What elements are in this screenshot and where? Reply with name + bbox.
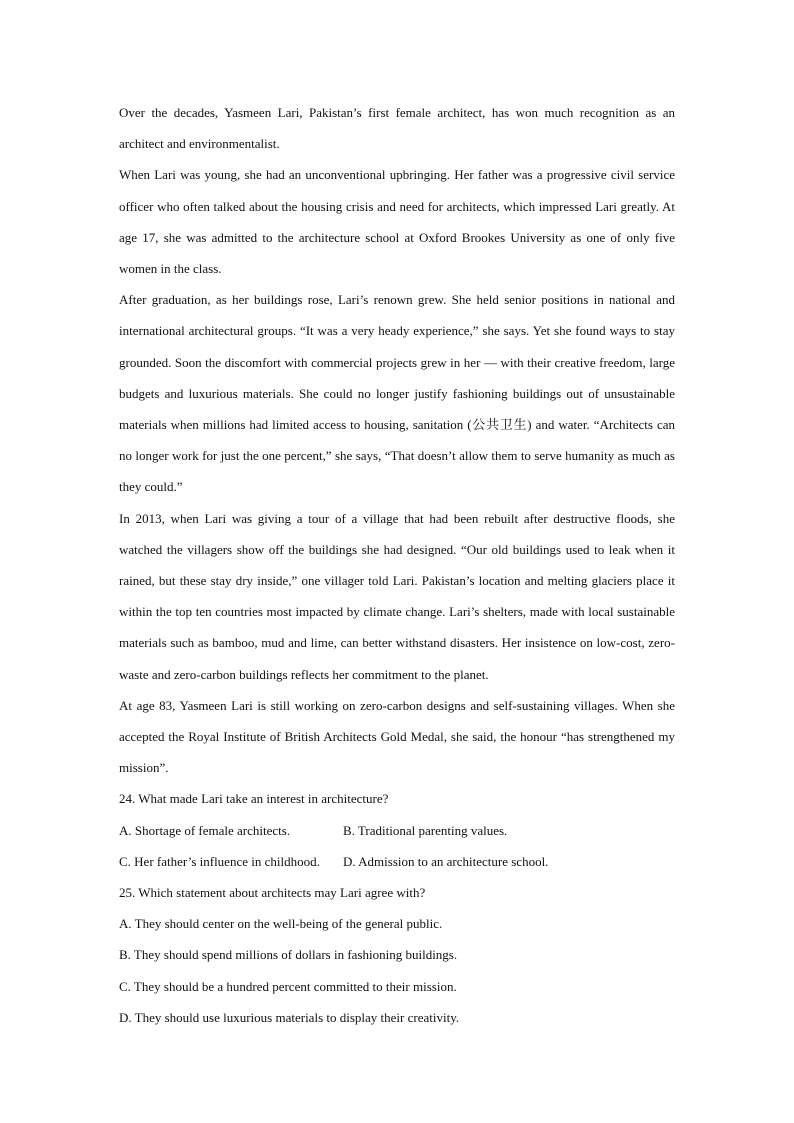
document-page: [119, 97, 675, 1033]
question-25-option-a: A. They should center on the well-being of the general public.: [119, 916, 443, 932]
reading-passage: [119, 97, 675, 783]
question-24-option-d: D. Admission to an architecture school.: [343, 853, 549, 869]
question-25-option-d: D. They should use luxurious materials to display their creativity.: [119, 1009, 460, 1025]
passage-paragraph-2: When Lari was young, she had an unconventional upbringing. Her father was a progressive civil service officer who often talked about the housing crisis and need for architects, which impressed Lari greatly. At age 17, she was admitted to the architecture school at Oxford Brookes University as one of only five women in the class.: [119, 167, 675, 277]
question-24-option-b: B. Traditional parenting values.: [343, 822, 508, 838]
passage-paragraph-1: Over the decades, Yasmeen Lari, Pakistan’s first female architect, has won much recognition as an architect and environmentalist.: [119, 105, 675, 152]
question-24-options-row-2: [119, 846, 675, 877]
question-24-option-c: C. Her father’s influence in childhood.: [119, 853, 320, 869]
passage-paragraph-3: After graduation, as her buildings rose, Lari’s renown grew. She held senior positions in national and international architectural groups. “It was a very heady experience,” she says. Yet she found ways to stay grounded. Soon the discomfort with commercial projects grew in her — with their creative freedom, large budgets and luxurious materials. She could no longer justify fashioning buildings out of unsustainable materials when millions had limited access to housing, sanitation (公共卫生) and water. “Architects can no longer work for just the one percent,” she says, “That doesn’t allow them to serve humanity as much as they could.”: [119, 292, 675, 495]
passage-paragraph-4: In 2013, when Lari was giving a tour of a village that had been rebuilt after destructive floods, she watched the villagers show off the buildings she had designed. “Our old buildings used to leak when it rained, but these stay dry inside,” one villager told Lari. Pakistan’s location and melting glaciers place it within the top ten countries most impacted by climate change. Lari’s shelters, made with local sustainable materials such as bamboo, mud and lime, can better withstand disasters. Her insistence on low-cost, zero-waste and zero-carbon buildings reflects her commitment to the planet.: [119, 510, 675, 682]
question-25-stem: 25. Which statement about architects may Lari agree with?: [119, 885, 426, 901]
passage-paragraph-5: At age 83, Yasmeen Lari is still working on zero-carbon designs and self-sustaining villages. When she accepted the Royal Institute of British Architects Gold Medal, she said, the honour “has strengthened my mission”.: [119, 697, 675, 776]
question-24-options-row-1: [119, 815, 675, 846]
question-24-stem: 24. What made Lari take an interest in architecture?: [119, 791, 389, 807]
question-25-option-b: B. They should spend millions of dollars in fashioning buildings.: [119, 947, 458, 963]
question-25-option-c: C. They should be a hundred percent committed to their mission.: [119, 978, 457, 994]
question-25: [119, 877, 675, 1033]
question-24: [119, 783, 675, 877]
question-24-option-a: A. Shortage of female architects.: [119, 822, 291, 838]
